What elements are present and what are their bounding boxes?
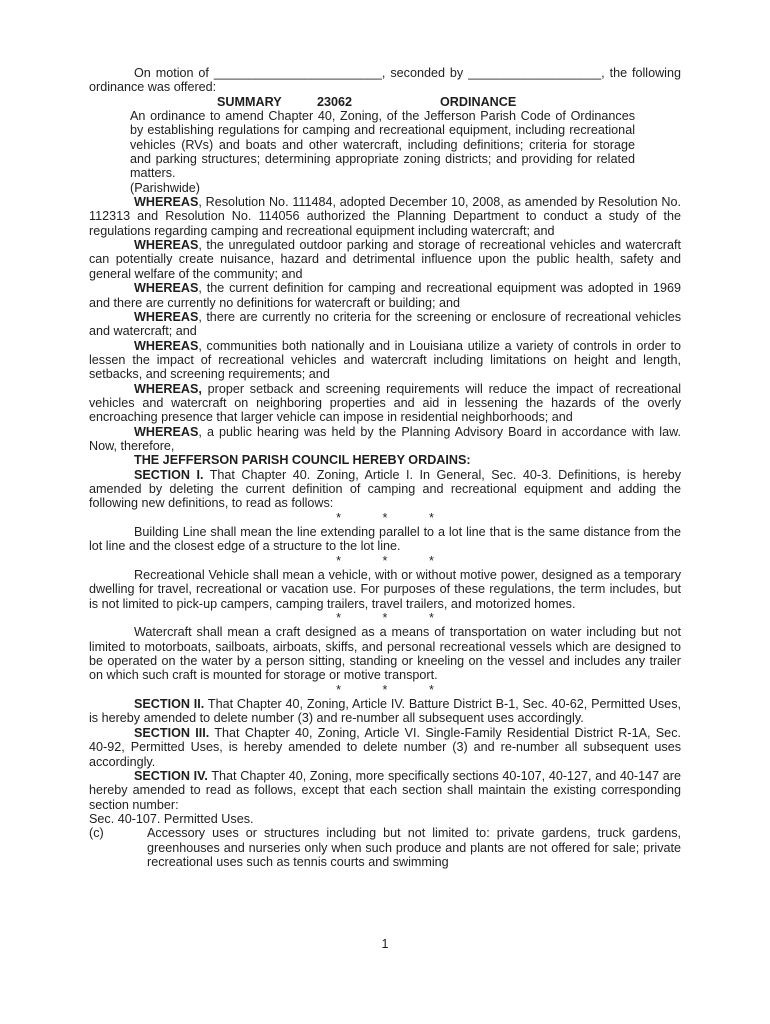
whereas-keyword: WHEREAS, — [134, 381, 202, 396]
whereas-keyword: WHEREAS — [134, 238, 199, 253]
section-i-keyword: SECTION I. — [134, 467, 204, 482]
ordinance-purpose-text: An ordinance to amend Chapter 40, Zoning, of the Jefferson Parish Code of Ordinances by establishing regulations for camping and recreational equipment, including recreational vehicles (RVs) and boats and other watercraft, including definitions; criteria for storage and parking structures; determining appropriate zoning districts; and providing for related matters. — [130, 109, 635, 181]
whereas-keyword: WHEREAS — [134, 424, 199, 439]
asterisk-separator: * * * — [336, 611, 434, 626]
whereas-text: , there are currently no criteria for the screening or enclosure of recreational vehicles and watercraft; and — [89, 309, 681, 339]
definition-recreational-vehicle: Recreational Vehicle shall mean a vehicle, with or without motive power, designed as a temporary dwelling for travel, recreational or vacation use. For purposes of these regulations, the term includes, but is not limited to pick-up campers, camping trailers, travel trailers, and motorized homes. — [89, 568, 681, 611]
ordains-text: THE JEFFERSON PARISH COUNCIL HEREBY ORDAINS: — [134, 453, 471, 468]
section-iii-paragraph — [89, 726, 681, 769]
ordains-clause — [89, 453, 681, 467]
summary-number: 23062 — [317, 94, 353, 109]
whereas-clause-5 — [89, 339, 681, 382]
definition-building-line: Building Line shall mean the line extending parallel to a lot line that is the same distance from the lot line and the closest edge of a structure to the lot line. — [89, 525, 681, 554]
asterisk-separator: * * * — [336, 682, 434, 697]
section-ii-paragraph — [89, 697, 681, 726]
page-number: 1 — [381, 937, 389, 951]
ordinance-title-block — [130, 109, 635, 195]
whereas-text: , the current definition for camping and recreational equipment was adopted in 1969 and there are currently no definitions for watercraft or building; and — [89, 281, 681, 310]
item-c-text: Accessory uses or structures including but not limited to: private gardens, truck gardens, greenhouses and nurseries only when such produce and plants are not offered for sale; private recreational uses such as tennis courts and swimming — [147, 826, 681, 869]
summary-label: SUMMARY — [217, 94, 282, 109]
section-i-text: That Chapter 40. Zoning, Article I. In General, Sec. 40-3. Definitions, is hereby amended by deleting the current definition of camping and recreational equipment and adding the following new definitions, to read as follows: — [89, 467, 681, 511]
whereas-text: , the unregulated outdoor parking and storage of recreational vehicles and watercraft can potentially create nuisance, hazard and detrimental influence upon the public health, safety and general welfare of the community; and — [89, 238, 681, 281]
sec-40-107-heading: Sec. 40-107. Permitted Uses. — [89, 811, 254, 826]
section-iv-paragraph — [89, 769, 681, 812]
whereas-keyword: WHEREAS — [134, 338, 199, 353]
definition-watercraft: Watercraft shall mean a craft designed as a means of transportation on water including but not limited to motorboats, sailboats, airboats, skiffs, and personal recreational vessels which are designed to be operated on the water by a person sitting, standing or kneeling on the vessel and includes any trailer on which such craft is mounted for storage or motive transport. — [89, 625, 681, 683]
whereas-clause-7 — [89, 425, 681, 454]
whereas-keyword: WHEREAS — [134, 195, 199, 210]
whereas-clause-6 — [89, 382, 681, 425]
whereas-text: proper setback and screening requirements will reduce the impact of recreational vehicles and watercraft on neighboring properties and aid in lessening the hazards of the overly encroaching presence that larger vehicle can impose in residential neighborhoods; and — [89, 381, 681, 425]
section-iv-keyword: SECTION IV. — [134, 768, 208, 783]
whereas-keyword: WHEREAS — [134, 281, 199, 296]
whereas-text: , Resolution No. 111484, adopted December 10, 2008, as amended by Resolution No. 112313 and Resolution No. 114056 authorized the Planning Department to conduct a study of the regulations regarding camping and recreational equipment including watercraft; and — [89, 195, 681, 238]
section-i-paragraph — [89, 468, 681, 511]
asterisk-separator: * * * — [336, 510, 434, 525]
item-c-paragraph — [89, 826, 681, 869]
whereas-clause-4 — [89, 310, 681, 339]
whereas-clause-3 — [89, 281, 681, 310]
whereas-text: , a public hearing was held by the Planning Advisory Board in accordance with law. Now, therefore, — [89, 424, 681, 453]
ordinance-label: ORDINANCE — [440, 94, 517, 109]
document-body — [89, 66, 681, 869]
section-ii-keyword: SECTION II. — [134, 697, 205, 712]
section-iii-text: That Chapter 40, Zoning, Article VI. Single-Family Residential District R-1A, Sec. 40-92, Permitted Uses, is hereby amended to delete number (3) and re-number all subsequent uses accordingly. — [89, 725, 681, 769]
whereas-clause-1 — [89, 195, 681, 238]
whereas-clause-2 — [89, 238, 681, 281]
asterisk-separator: * * * — [336, 553, 434, 568]
section-ii-text: That Chapter 40, Zoning, Article IV. Batture District B-1, Sec. 40-62, Permitted Uses, is hereby amended to delete number (3) and re-number all subsequent uses accordingly. — [89, 697, 681, 726]
parishwide-note: (Parishwide) — [130, 180, 200, 195]
opening-paragraph: On motion of ________________________, seconded by ___________________, the following ordinance was offered: — [89, 66, 681, 95]
section-iv-text: That Chapter 40, Zoning, more specifically sections 40-107, 40-127, and 40-147 are hereby amended to read as follows, except that each section shall maintain the existing corresponding section number: — [89, 768, 681, 812]
item-c-label: (c) — [89, 826, 104, 841]
whereas-keyword: WHEREAS — [134, 309, 199, 324]
whereas-text: , communities both nationally and in Louisiana utilize a variety of controls in order to lessen the impact of recreational vehicles and watercraft including limitations on height and length, setbacks, and screening requirements; and — [89, 338, 681, 382]
summary-title-line — [89, 95, 681, 109]
section-iii-keyword: SECTION III. — [134, 725, 210, 740]
